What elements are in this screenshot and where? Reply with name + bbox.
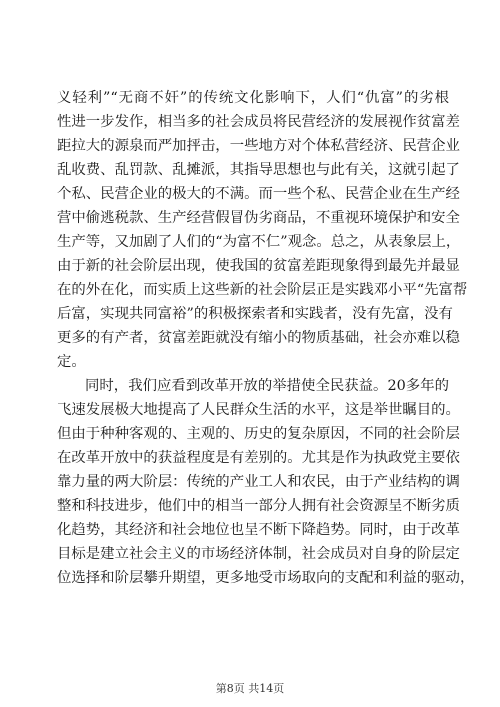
text-line: 整和科技进步，他们中的相当一部分人拥有社会资源呈不断劣质 (57, 498, 460, 514)
text-line: 定。 (57, 354, 86, 370)
text-line: 靠力量的两大阶层：传统的产业工人和农民，由于产业结构的调 (57, 474, 460, 490)
text-line: 但由于种种客观的、主观的、历史的复杂原因，不同的社会阶层 (57, 426, 460, 442)
text-line: 在的外在化，而实质上这些新的社会阶层正是实践邓小平“先富帮 (57, 282, 468, 298)
text-line: 由于新的社会阶层出现，使我国的贫富差距现象得到最先并最显 (57, 258, 460, 274)
text-line: 义轻利”“无商不奸”的传统文化影响下，人们“仇富”的劣根 (57, 90, 449, 106)
text-line: 个私、民营企业的极大的不满。而一些个私、民营企业在生产经 (57, 186, 460, 202)
text-line: 生产等，又加剧了人们的“为富不仁”观念。总之，从表象层上， (57, 234, 461, 250)
text-line: 同时，我们应看到改革开放的举措使全民获益。20多年的 (85, 378, 449, 394)
text-line: 营中偷逃税款、生产经营假冒伪劣商品，不重视环境保护和安全 (57, 210, 460, 226)
text-line: 在改革开放中的获益程度是有差别的。尤其是作为执政党主要依 (57, 450, 460, 466)
text-line: 位选择和阶层攀升期望，更多地受市场取向的支配和利益的驱动， (57, 570, 475, 586)
text-line: 目标是建立社会主义的市场经济体制，社会成员对自身的阶层定 (57, 546, 460, 562)
body-text (57, 86, 475, 590)
text-line: 化趋势，其经济和社会地位也呈不断下降趋势。同时，由于改革 (57, 522, 460, 538)
text-line: 乱收费、乱罚款、乱摊派，其指导思想也与此有关，这就引起了 (57, 162, 460, 178)
text-line: 性进一步发作，相当多的社会成员将民营经济的发展视作贫富差 (57, 114, 460, 130)
text-line: 飞速发展极大地提高了人民群众生活的水平，这是举世瞩目的。 (57, 402, 460, 418)
page-footer: 第8页 共14页 (215, 682, 285, 695)
text-line: 更多的有产者，贫富差距就没有缩小的物质基础，社会亦难以稳 (57, 330, 460, 346)
text-line: 距拉大的源泉而严加抨击，一些地方对个体私营经济、民营企业 (57, 138, 460, 154)
text-line: 后富，实现共同富裕”的积极探索者和实践者，没有先富，没有 (57, 306, 453, 322)
